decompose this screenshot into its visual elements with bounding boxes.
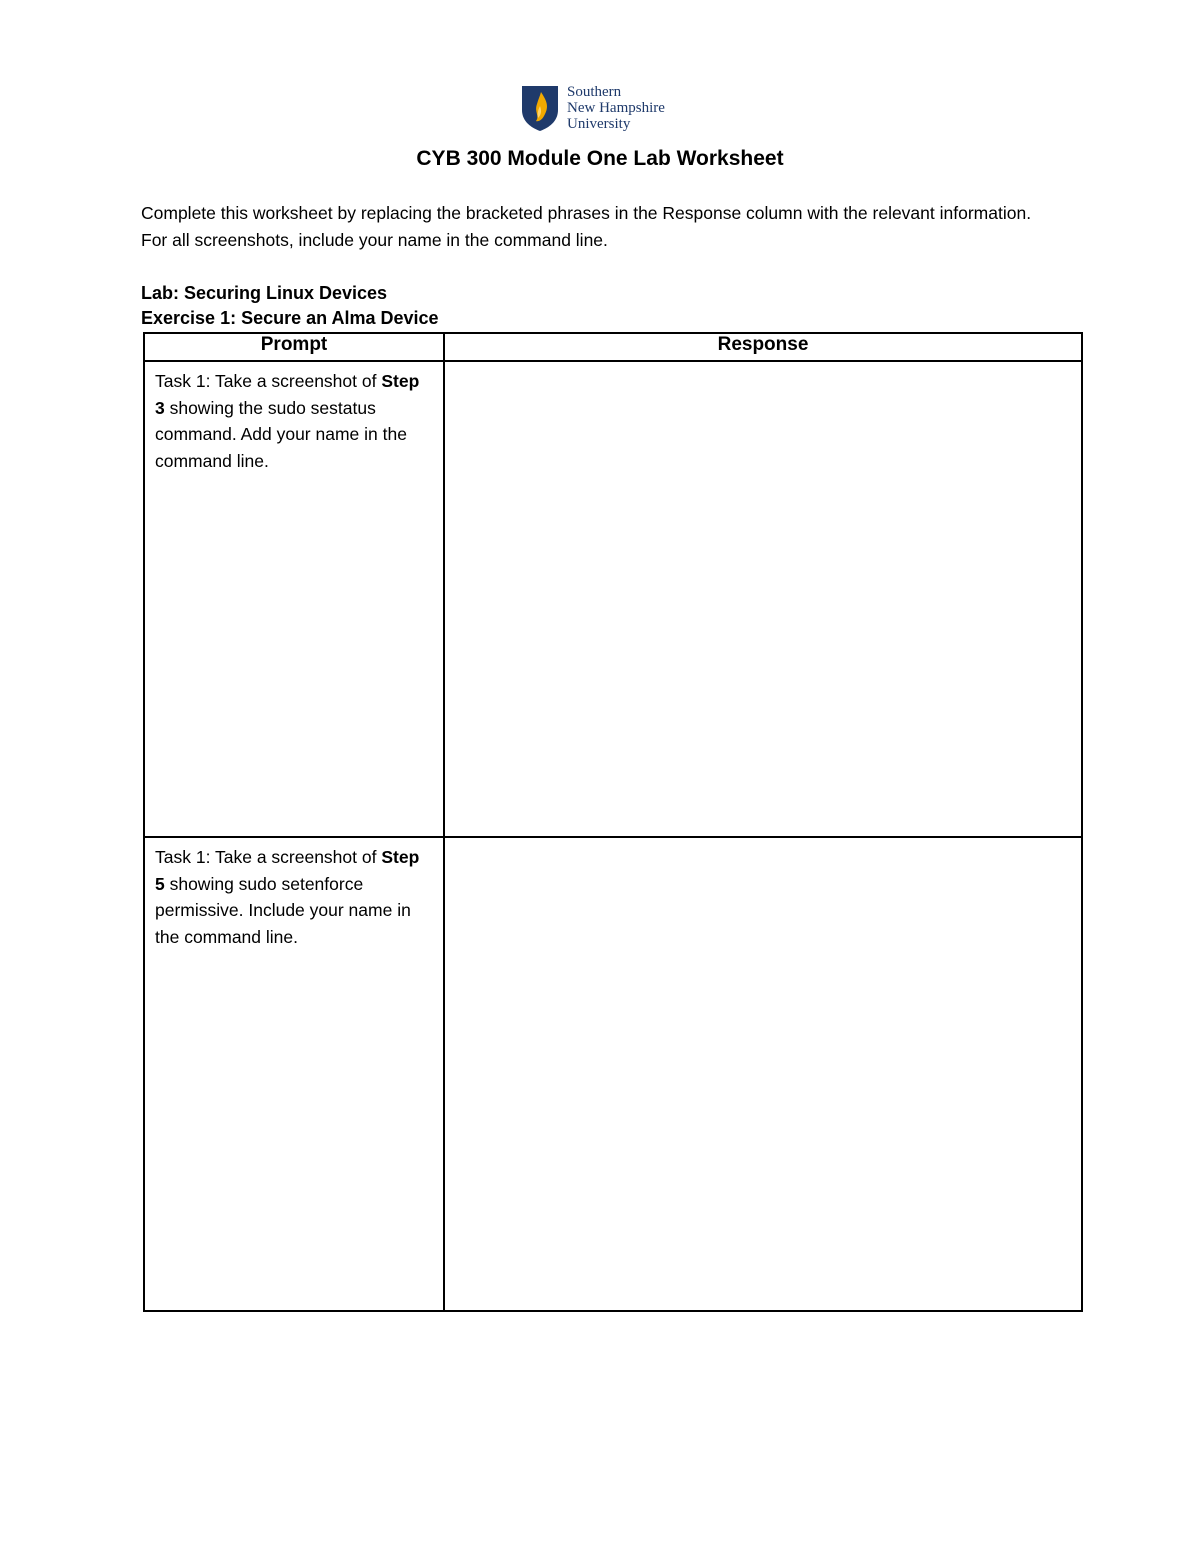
- intro-paragraph: Complete this worksheet by replacing the bracketed phrases in the Response column with the relevant information. For all screenshots, include your name in the command line.: [141, 203, 1032, 250]
- lab-heading: [141, 281, 439, 331]
- prompt-text: showing sudo setenforce permissive. Include your name in the command line.: [155, 873, 411, 947]
- exercise-title: Exercise 1: Secure an Alma Device: [141, 308, 439, 328]
- prompt-text: Task 1: Take a screenshot of: [155, 847, 382, 867]
- table-row: [144, 361, 1082, 837]
- response-header: Response: [444, 333, 1082, 361]
- prompt-text: Task 1: Take a screenshot of: [155, 371, 382, 391]
- prompt-cell: [144, 837, 444, 1311]
- page-title: CYB 300 Module One Lab Worksheet: [416, 147, 784, 170]
- prompt-header: Prompt: [144, 333, 444, 361]
- snhu-logo: [520, 84, 720, 134]
- prompt-cell: [144, 361, 444, 837]
- response-cell: [444, 837, 1082, 1311]
- table-row: [144, 837, 1082, 1311]
- prompt-step: Step 3: [155, 371, 420, 418]
- logo-wordmark: [567, 84, 665, 132]
- prompt-text: showing the sudo sestatus command. Add your name in the command line.: [155, 397, 407, 471]
- lab-title: Lab: Securing Linux Devices: [141, 283, 388, 303]
- shield-flame-icon: [520, 84, 560, 132]
- prompt-step: Step 5: [155, 847, 420, 894]
- table-header-row: [144, 333, 1082, 361]
- worksheet-table: [143, 332, 1083, 1312]
- logo-line-2: New Hampshire: [567, 100, 665, 116]
- logo-line-1: Southern: [567, 84, 622, 100]
- logo-line-3: University: [567, 116, 631, 132]
- response-cell: [444, 361, 1082, 837]
